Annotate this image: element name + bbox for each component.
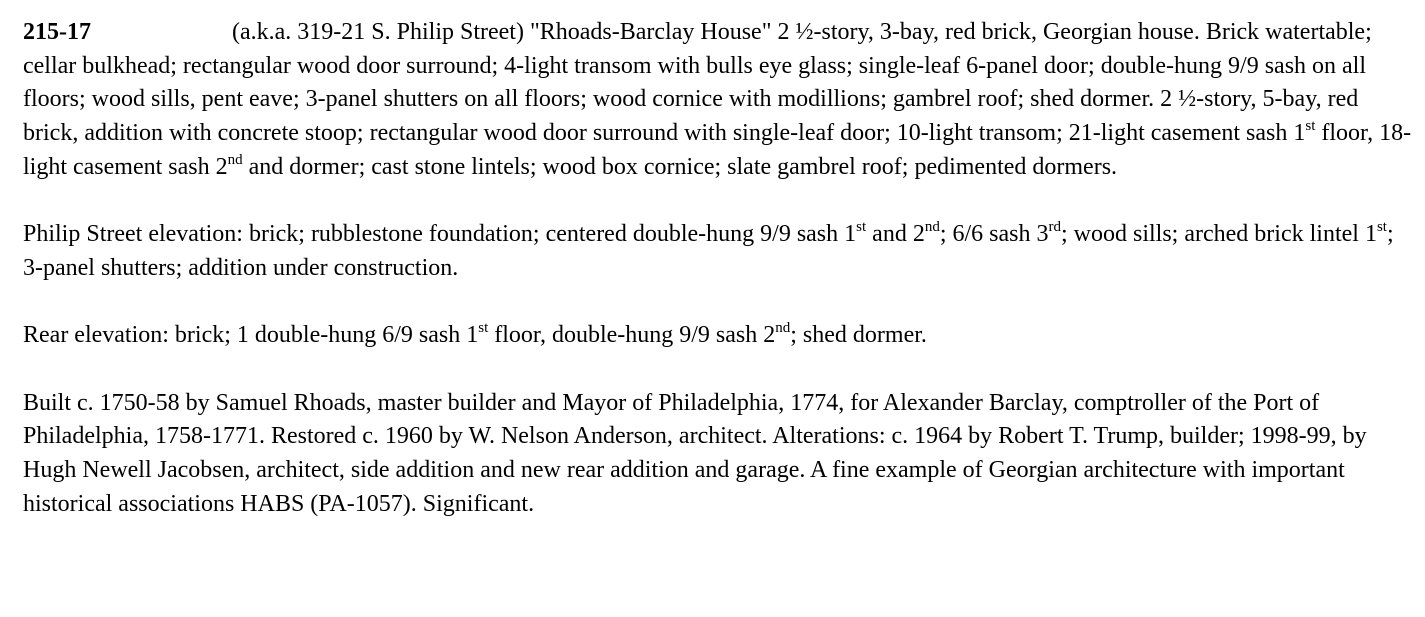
entry-text: floor, 18-light casement sash 2 — [23, 120, 1412, 180]
elevation-text: and 2 — [866, 221, 925, 248]
superscript: st — [856, 219, 867, 236]
elevation-text: ; 6/6 sash 3 — [939, 221, 1049, 248]
elevation-text: ; shed dormer. — [790, 322, 927, 349]
elevation-text: floor, double-hung 9/9 sash 2 — [488, 322, 776, 349]
elevation-text: Philip Street elevation: brick; rubblestone foundation; centered double-hung 9/9 sash 1 — [23, 221, 857, 248]
paragraph-gap — [23, 286, 1418, 320]
superscript: rd — [1048, 219, 1061, 236]
history-paragraph: Built c. 1750-58 by Samuel Rhoads, master builder and Mayor of Philadelphia, 1774, for Alexander Barclay, comptroller of the Port of Philadelphia, 1758-1771. Restored c. 1960 by W. Nelson Anderson, architect. Alterations: c. 1964 by Robert T. Trump, builder; 1998-99, by Hugh Newell Jacobsen, architect, side addition and new rear addition and garage. A fine example of Georgian architecture with important historical associations HABS (PA-1057). Significant. — [23, 389, 1367, 517]
paragraph-gap — [23, 353, 1418, 387]
entry-text: and dormer; cast stone lintels; wood box cornice; slate gambrel roof; pedimented dormers. — [242, 153, 1118, 180]
superscript: nd — [227, 151, 243, 168]
philip-street-elevation — [23, 218, 1418, 285]
superscript: nd — [924, 219, 940, 236]
rear-elevation — [23, 319, 1418, 353]
superscript: nd — [775, 320, 791, 337]
entry-id: 215-17 — [23, 19, 91, 45]
elevation-text: Rear elevation: brick; 1 double-hung 6/9 sash 1 — [23, 322, 479, 349]
superscript: st — [1376, 219, 1387, 236]
elevation-text: ; 3-panel shutters; addition under construction. — [23, 221, 1394, 281]
superscript: st — [1305, 118, 1316, 135]
entry-description — [23, 16, 1418, 185]
superscript: st — [478, 320, 489, 337]
paragraph-gap — [23, 185, 1418, 219]
document-body — [23, 16, 1418, 522]
entry-intro-text: (a.k.a. 319-21 S. Philip Street) "Rhoads-Barclay House" 2 ½-story, 3-bay, red brick, Georgian house. Brick watertable; cellar bulkhead; rectangular wood door surround; 4-light transom with bulls eye glass; single-leaf 6-panel door; double-hung 9/9 sash on all floors; wood sills, pent eave; 3-panel shutters on all floors; wood cornice with modillions; gambrel roof; shed dormer. 2 ½-story, 5-bay, red brick, addition with concrete stoop; rectangular wood door surround with single-leaf door; 10-light transom; 21-light casement sash 1 — [23, 19, 1372, 147]
elevation-text: ; wood sills; arched brick lintel 1 — [1061, 221, 1377, 248]
